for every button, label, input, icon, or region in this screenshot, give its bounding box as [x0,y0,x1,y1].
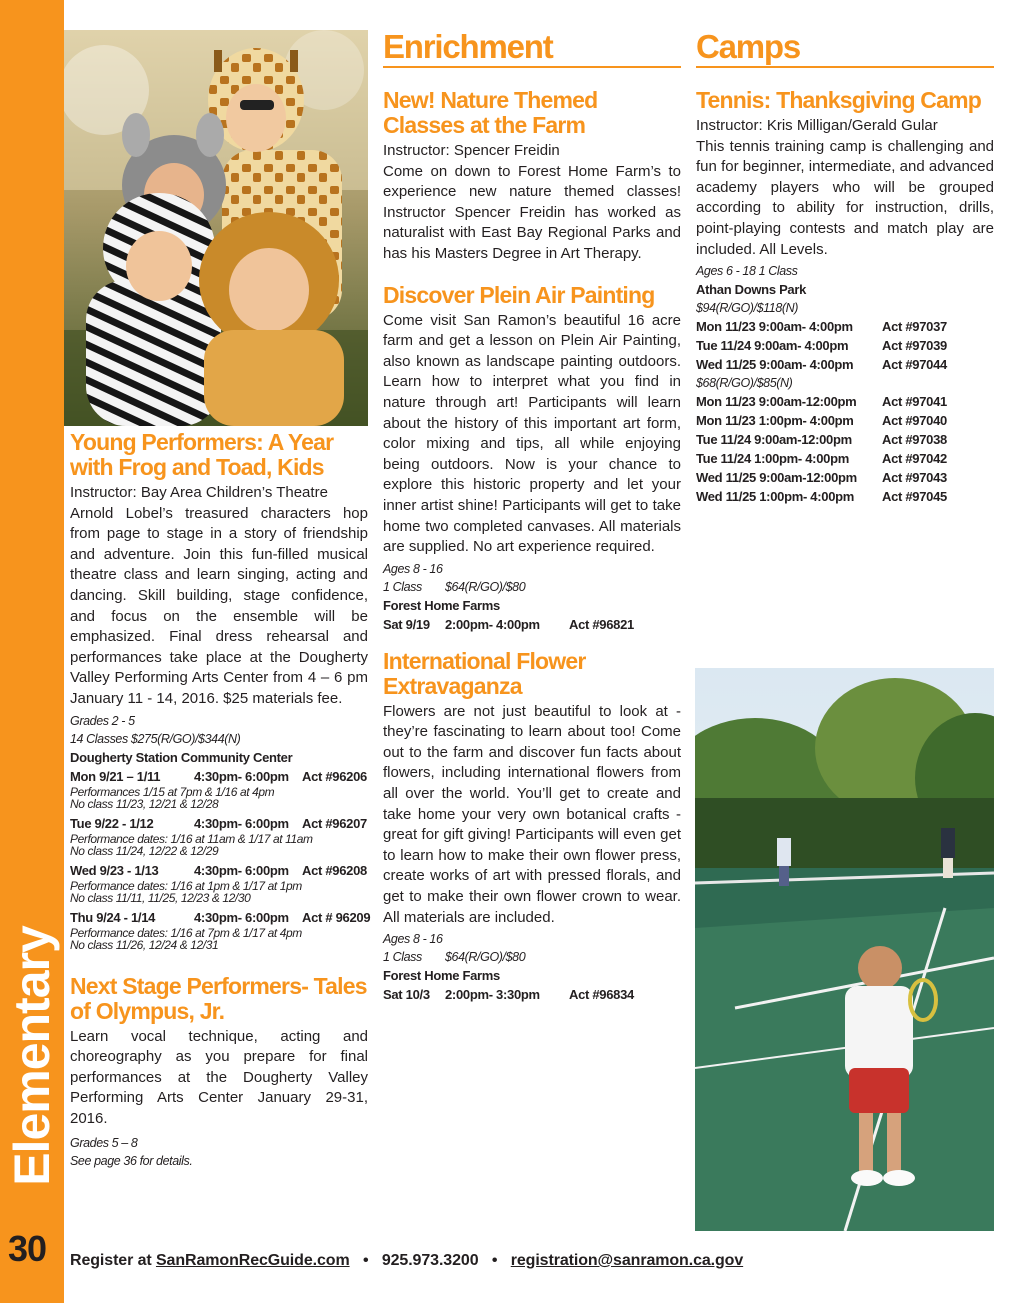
tennis-photo [695,668,994,1231]
website-link[interactable]: SanRamonRecGuide.com [155,1252,350,1269]
session-time: 4:30pm- 6:00pm [194,909,289,925]
plein-air-location: Forest Home Farms [383,597,500,613]
phone-number: 925.973.3200 [381,1252,479,1269]
plein-air-day: Sat 9/19 [383,616,430,632]
tennis-camp-fee-full-day: $94(R/GO)/$118(N) [696,301,799,316]
nature-classes-instructor: Instructor: Spencer Freidin [383,142,560,159]
activity-number: Act #96207 [302,815,367,831]
plein-air-act: Act #96821 [569,616,634,632]
footer-register-label: Register at [70,1252,152,1269]
session-day: Tue 11/24 1:00pm- 4:00pm [696,451,849,467]
flower-fee: $64(R/GO)/$80 [445,950,526,965]
column-left [70,429,371,1170]
tennis-camp-fee-half-day: $68(R/GO)/$85(N) [696,376,793,391]
session-note: Performances 1/15 at 7pm & 1/16 at 4pm [70,784,275,799]
enrichment-heading: Enrichment [383,28,681,68]
session-day: Wed 9/23 - 1/13 [70,862,159,878]
flower-day: Sat 10/3 [383,987,430,1003]
next-stage-description: Learn vocal technique, acting and choreography as you prepare for final performances at the Dougherty Valley Performing Arts Center January 29-31, 2016. [70,1027,368,1127]
activity-number: Act #97037 [882,319,947,335]
young-performers-classes: 14 Classes $275(R/GO)/$344(N) [70,731,241,746]
young-performers-description: Arnold Lobel’s treasured characters hop from page to stage in a story of friendship and adventure. Join this fun-filled musical theatre class and learn singing, acting and dancing. Skill building, stage confidence, and focus on the ensemble will be emphasized. Final dress rehearsal and performances take place at the Dougherty Valley Performing Arts Center from 4 – 6 pm January 11 - 14, 2016. $25 materials fee. [70,504,368,707]
session-note: Performance dates: 1/16 at 1pm & 1/17 at 1pm [70,878,302,893]
next-stage-see-page: See page 36 for details. [70,1153,193,1168]
session-time: 4:30pm- 6:00pm [194,862,289,878]
activity-number: Act # 96209 [302,909,371,925]
flower-description: Flowers are not just beautiful to look at - they’re fascinating to learn about too! Come out to the farm and discover fun facts about flowers, including international flowers from all over the world. You’ll get to create and take home your very own botanical crafts - great for gift giving! Participants will even get to learn how to make their own flower press, create works of art with pressed florals, and get to make their own flower crown to wear. All materials are included. [383,702,681,926]
young-performers-location: Dougherty Station Community Center [70,749,293,765]
session-note: Performance dates: 1/16 at 7pm & 1/17 at 4pm [70,925,302,940]
flower-location: Forest Home Farms [383,968,500,984]
session-block [70,861,368,905]
sidebar [0,0,64,1303]
tennis-camp-location: Athan Downs Park [696,282,807,298]
next-stage-grades: Grades 5 – 8 [70,1135,138,1150]
session-time: 4:30pm- 6:00pm [194,815,289,831]
session-day: Tue 9/22 - 1/12 [70,815,154,831]
session-day: Mon 11/23 1:00pm- 4:00pm [696,413,854,429]
plein-air-classes: 1 Class [383,579,422,594]
session-block [70,767,368,811]
young-performers-grades: Grades 2 - 5 [70,713,135,728]
camps-heading: Camps [696,28,994,68]
session-note: No class 11/23, 12/21 & 12/28 [70,797,219,812]
plein-air-title: Discover Plein Air Painting [383,281,655,308]
session-day: Mon 11/23 9:00am-12:00pm [696,394,857,410]
nature-classes-description: Come on down to Forest Home Farm’s to experience new nature themed classes! Instructor Spencer Freidin has worked as naturalist with East Bay Regional Parks and has his Masters Degree in Art Therapy. [383,162,681,262]
plein-air-time: 2:00pm- 4:00pm [445,616,540,632]
tennis-camp-ages: Ages 6 - 18 1 Class [696,264,798,279]
session-time: 4:30pm- 6:00pm [194,768,289,784]
separator: • [362,1252,369,1269]
session-day: Mon 9/21 – 1/11 [70,768,161,784]
session-note: Performance dates: 1/16 at 11am & 1/17 at 11am [70,831,313,846]
theatre-kids-photo [64,30,368,426]
activity-number: Act #96208 [302,862,367,878]
session-day: Wed 11/25 9:00am- 4:00pm [696,357,854,373]
flower-classes: 1 Class [383,950,422,965]
activity-number: Act #97041 [882,394,947,410]
session-day: Wed 11/25 1:00pm- 4:00pm [696,489,855,505]
page-number: 30 [8,1228,47,1269]
separator: • [491,1252,498,1269]
session-note: No class 11/26, 12/24 & 12/31 [70,938,219,953]
flower-title: International Flower Extravaganza [383,647,586,699]
footer-contact [70,1252,743,1270]
session-note: No class 11/11, 11/25, 12/23 & 12/30 [70,891,251,906]
session-day: Mon 11/23 9:00am- 4:00pm [696,319,853,335]
session-day: Tue 11/24 9:00am- 4:00pm [696,338,849,354]
session-day: Tue 11/24 9:00am-12:00pm [696,432,852,448]
section-tab-label: Elementary [4,926,60,1186]
session-block [70,814,368,858]
activity-number: Act #97040 [882,413,947,429]
next-stage-title: Next Stage Performers- Tales of Olympus, Jr. [70,972,367,1024]
young-performers-title: Young Performers: A Year with Frog and Toad, Kids [70,429,334,480]
plein-air-description: Come visit San Ramon’s beautiful 16 acre farm and get a lesson on Plein Air Painting, also known as landscape painting outdoors. Learn how to interpret what you find in nature through art! Participants will learn about the history of this important art form, color mixing and tips, all while enjoying being outdoors. Now is your chance to explore this historic property and let your inner artist shine! Participants will get to take home two completed canvases. All materials are supplied. No art experience required. [383,311,681,556]
session-day: Thu 9/24 - 1/14 [70,909,156,925]
activity-number: Act #96206 [302,768,367,784]
email-link[interactable]: registration@sanramon.ca.gov [510,1252,744,1269]
activity-number: Act #97043 [882,470,947,486]
activity-number: Act #97045 [882,489,947,505]
young-performers-instructor: Instructor: Bay Area Children’s Theatre [70,484,328,501]
flower-act: Act #96834 [569,987,634,1003]
column-right [696,28,994,506]
activity-number: Act #97042 [882,451,947,467]
plein-air-fee: $64(R/GO)/$80 [445,579,526,594]
session-block [70,908,371,953]
flower-time: 2:00pm- 3:30pm [445,987,540,1003]
column-middle [383,28,681,1004]
activity-number: Act #97044 [882,357,947,373]
session-day: Wed 11/25 9:00am-12:00pm [696,470,857,486]
nature-classes-title: New! Nature Themed Classes at the Farm [383,87,598,138]
tennis-camp-title: Tennis: Thanksgiving Camp [696,87,981,113]
plein-air-ages: Ages 8 - 16 [383,561,443,576]
tennis-camp-instructor: Instructor: Kris Milligan/Gerald Gular [696,117,938,134]
flower-ages: Ages 8 - 16 [383,932,443,947]
session-note: No class 11/24, 12/22 & 12/29 [70,844,219,859]
activity-number: Act #97038 [882,432,947,448]
tennis-camp-description: This tennis training camp is challenging and fun for beginner, intermediate, and advanced academy players who will be grouped according to ability for instruction, drills, point-playing contests and match play are included. All Levels. [696,137,994,258]
activity-number: Act #97039 [882,338,947,354]
